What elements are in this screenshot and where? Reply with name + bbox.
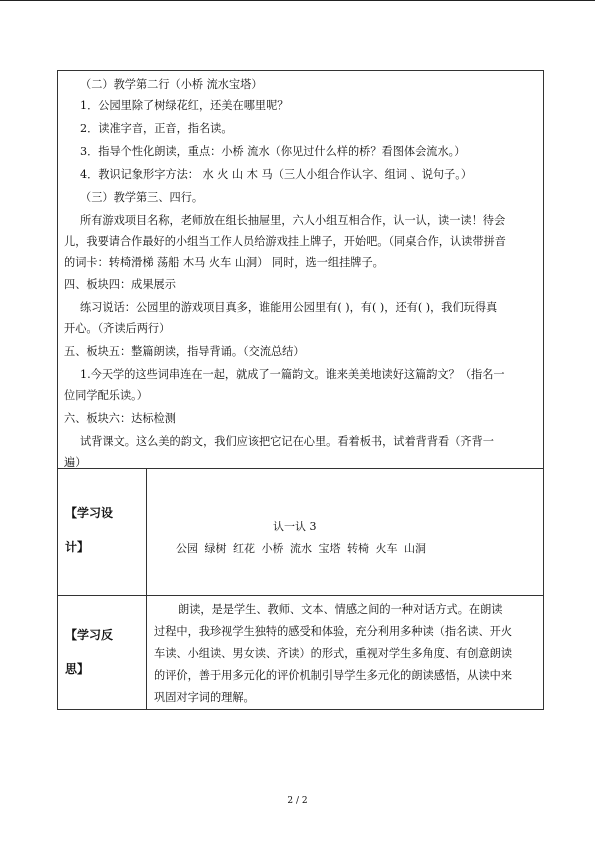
learning-design-header: 【学习设 xyxy=(65,506,114,520)
reflection-line: 的评价，善于用多元化的评价机制引导学生多元化的朗读感悟，从读中来 xyxy=(154,669,513,682)
text-line: 2．读准字音，正音，指名读。 xyxy=(80,122,233,135)
learning-reflection-header-cont: 思】 xyxy=(65,662,90,676)
learning-reflection-header: 【学习反 xyxy=(65,628,114,642)
text-line: 试背课文。这么美的韵文，我们应该把它记在心里。看着板书，试着背背看（齐背一 xyxy=(80,435,494,448)
text-line: 的词卡：转椅滑梯 荡船 木马 火车 山洞） 同时，选一组挂牌子。 xyxy=(64,256,384,269)
text-line: 开心。（齐读后两行） xyxy=(64,322,171,335)
text-line: 1．公园里除了树绿花红，还美在哪里呢？ xyxy=(80,99,289,112)
text-line: 1.今天学的这些词串连在一起，就成了一篇韵文。谁来美美地读好这篇韵文？（指名一 xyxy=(80,368,505,381)
board-title: 认一认 3 xyxy=(273,520,317,533)
learning-reflection-row xyxy=(58,596,543,710)
column-divider xyxy=(146,468,147,710)
text-line: 3．指导个性化朗读，重点：小桥 流水（你见过什么样的桥？看图体会流水。） xyxy=(80,145,466,158)
section-heading: 六、板块六：达标检测 xyxy=(64,412,176,425)
text-line: 4．教识记象形字方法： 水 火 山 木 马（三人小组合作认字、组词 、说句子。） xyxy=(80,168,473,181)
reflection-line: 车读、小组读、男女读、齐读）的形式，重视对学生多角度、有创意朗读 xyxy=(154,647,513,660)
section-heading: 五、板块五：整篇朗读，指导背诵。（交流总结） xyxy=(64,345,305,358)
text-line: （三）教学第三、四行。 xyxy=(80,191,204,204)
text-line: 练习说话：公园里的游戏项目真多，谁能用公园里有( )，有( )，还有( )，我们玩得真 xyxy=(80,301,498,314)
text-line: 儿，我要请合作最好的小组当工作人员给游戏挂上牌子，开始吧。（同桌合作，认读带拼音 xyxy=(64,235,506,248)
text-line: （二）教学第二行（小桥 流水宝塔） xyxy=(80,78,263,91)
page-number: 2 / 2 xyxy=(287,796,308,806)
learning-design-row xyxy=(58,468,543,596)
teaching-process-cell xyxy=(58,71,543,469)
reflection-line: 朗读，是是学生、教师、文本、情感之间的一种对话方式。在朗读 xyxy=(178,603,503,616)
reflection-line: 过程中，我珍视学生独特的感受和体验，充分利用多种读（指名读、开火 xyxy=(154,625,513,638)
text-line: 遍） xyxy=(64,456,87,469)
section-heading: 四、板块四：成果展示 xyxy=(64,278,176,291)
learning-design-header-cont: 计】 xyxy=(65,540,90,554)
text-line: 位同学配乐读。） xyxy=(64,389,148,402)
board-words: 公园 绿树 红花 小桥 流水 宝塔 转椅 火车 山洞 xyxy=(176,542,426,555)
text-line: 所有游戏项目名称，老师放在组长抽屉里，六人小组互相合作，认一认，读一读！待会 xyxy=(80,214,506,227)
lesson-table xyxy=(57,70,544,710)
reflection-line: 巩固对字词的理解。 xyxy=(154,691,255,704)
